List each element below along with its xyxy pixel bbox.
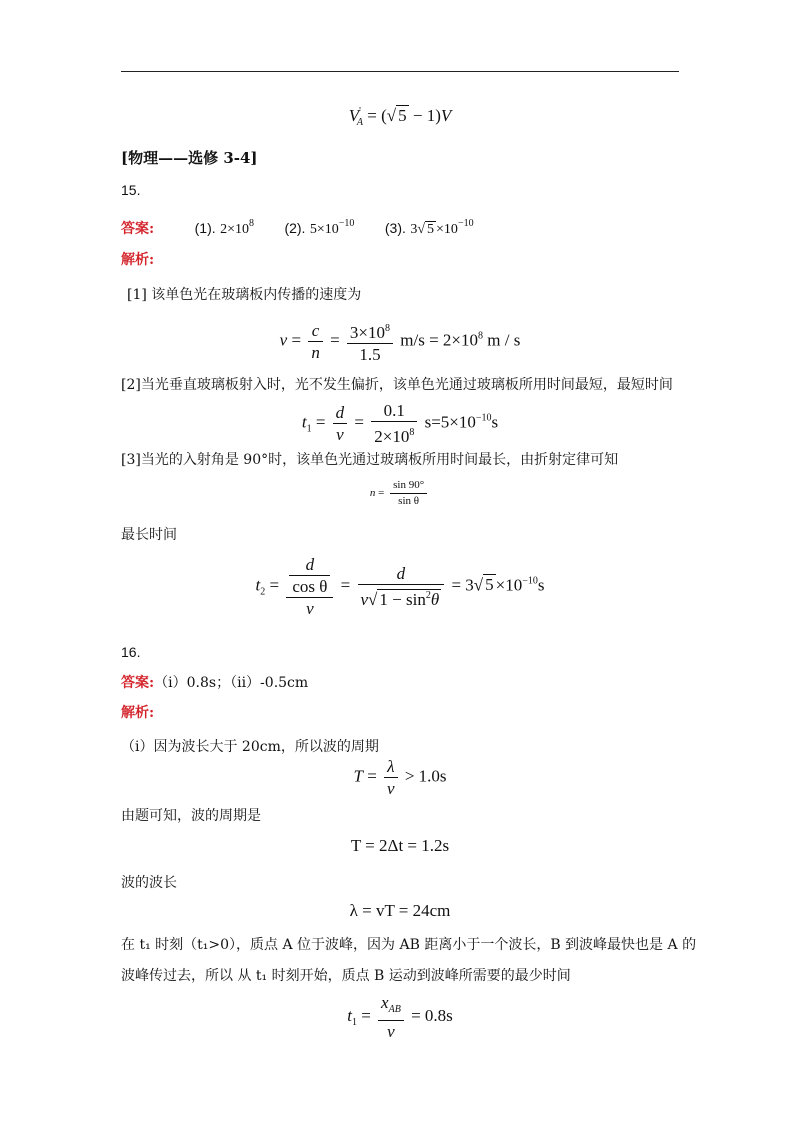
header-rule xyxy=(121,71,679,72)
section-title: [物理——选修 3-4] xyxy=(121,149,258,167)
q15-eq1: v = $\frac{c}{n}$ = $\frac{3\times 10^8}{1.5}$ $m/s = 2\times 10^8$ m / s xyxy=(0,318,800,365)
q15-step2: [2]当光垂直玻璃板射入时，光不发生偏折，该单色光通过玻璃板所用时间最短，最短时间 xyxy=(121,377,673,393)
q16-eq3: λ = vT = 24cm xyxy=(349,901,451,920)
q16-step2: 由题可知，波的周期是 xyxy=(121,808,261,824)
answer-text: （i）0.8s；（ii）-0.5cm xyxy=(154,675,309,691)
q15-eq2: $t_1$ = $\frac{d}{v}$ = $\frac{0.1}{2\times 10^8}$ $s=5\times 10^{-10}s$ xyxy=(301,401,499,446)
q16-step3: 波的波长 xyxy=(121,875,177,891)
answer-item-1: (1). $2\times 10^8$ xyxy=(194,218,254,237)
formula-va-prime: $V'_A$ = (√ 5 − 1)V xyxy=(348,106,452,128)
answer-item-3: (3). 3√ $5 \times 10^{-10}$ xyxy=(384,218,474,237)
q15-step1: [1] 该单色光在玻璃板内传播的速度为 xyxy=(127,287,362,303)
q15-eq3: n = $\frac{\sin 90^\circ}{\text{sin θ}}$ xyxy=(0,478,800,509)
q16-number: 16. xyxy=(121,644,141,660)
q16-answer xyxy=(121,673,308,693)
q16-eq1: T = $\frac{\lambda}{v}$ > 1.0s xyxy=(353,757,447,798)
answer-item-2: (2). $5\times 10^{-10}$ xyxy=(284,218,355,237)
q16-step1: （i）因为波长大于 20cm，所以波的周期 xyxy=(121,739,379,755)
q15-eq4: $t_2$ = $\frac{\frac{d}{\text{cos θ}}}{v}$ = $\frac{d}{v√ 1 - \sin^2\theta}$ = 3√ $5 \times 10^{-10}s$ xyxy=(255,555,545,618)
q15-step3: [3]当光的入射角是 90°时，该单色光通过玻璃板所用时间最长，由折射定律可知 xyxy=(121,452,619,468)
answer-label: 答案: xyxy=(121,675,155,691)
q16-step4-line1: 在 t₁ 时刻（t₁>0），质点 A 位于波峰，因为 AB 距离小于一个波长，B 到波峰最快也是 A 的 xyxy=(121,937,697,953)
q16-step4-line2: 波峰传过去，所以 从 t₁ 时刻开始，质点 B 运动到波峰所需要的最少时间 xyxy=(121,968,571,984)
q15-analysis-label: 解析: xyxy=(121,252,155,268)
q15-step4: 最长时间 xyxy=(121,527,177,543)
q16-eq4: $t_1$ = $\frac{x_{AB}}{v}$ = 0.8s xyxy=(347,993,453,1041)
q16-eq2: T = 2Δt = 1.2s xyxy=(350,836,450,855)
q15-answer xyxy=(121,214,474,240)
answer-label: 答案: xyxy=(121,221,155,237)
q15-number: 15. xyxy=(121,182,141,198)
q16-analysis-label: 解析: xyxy=(121,705,155,721)
